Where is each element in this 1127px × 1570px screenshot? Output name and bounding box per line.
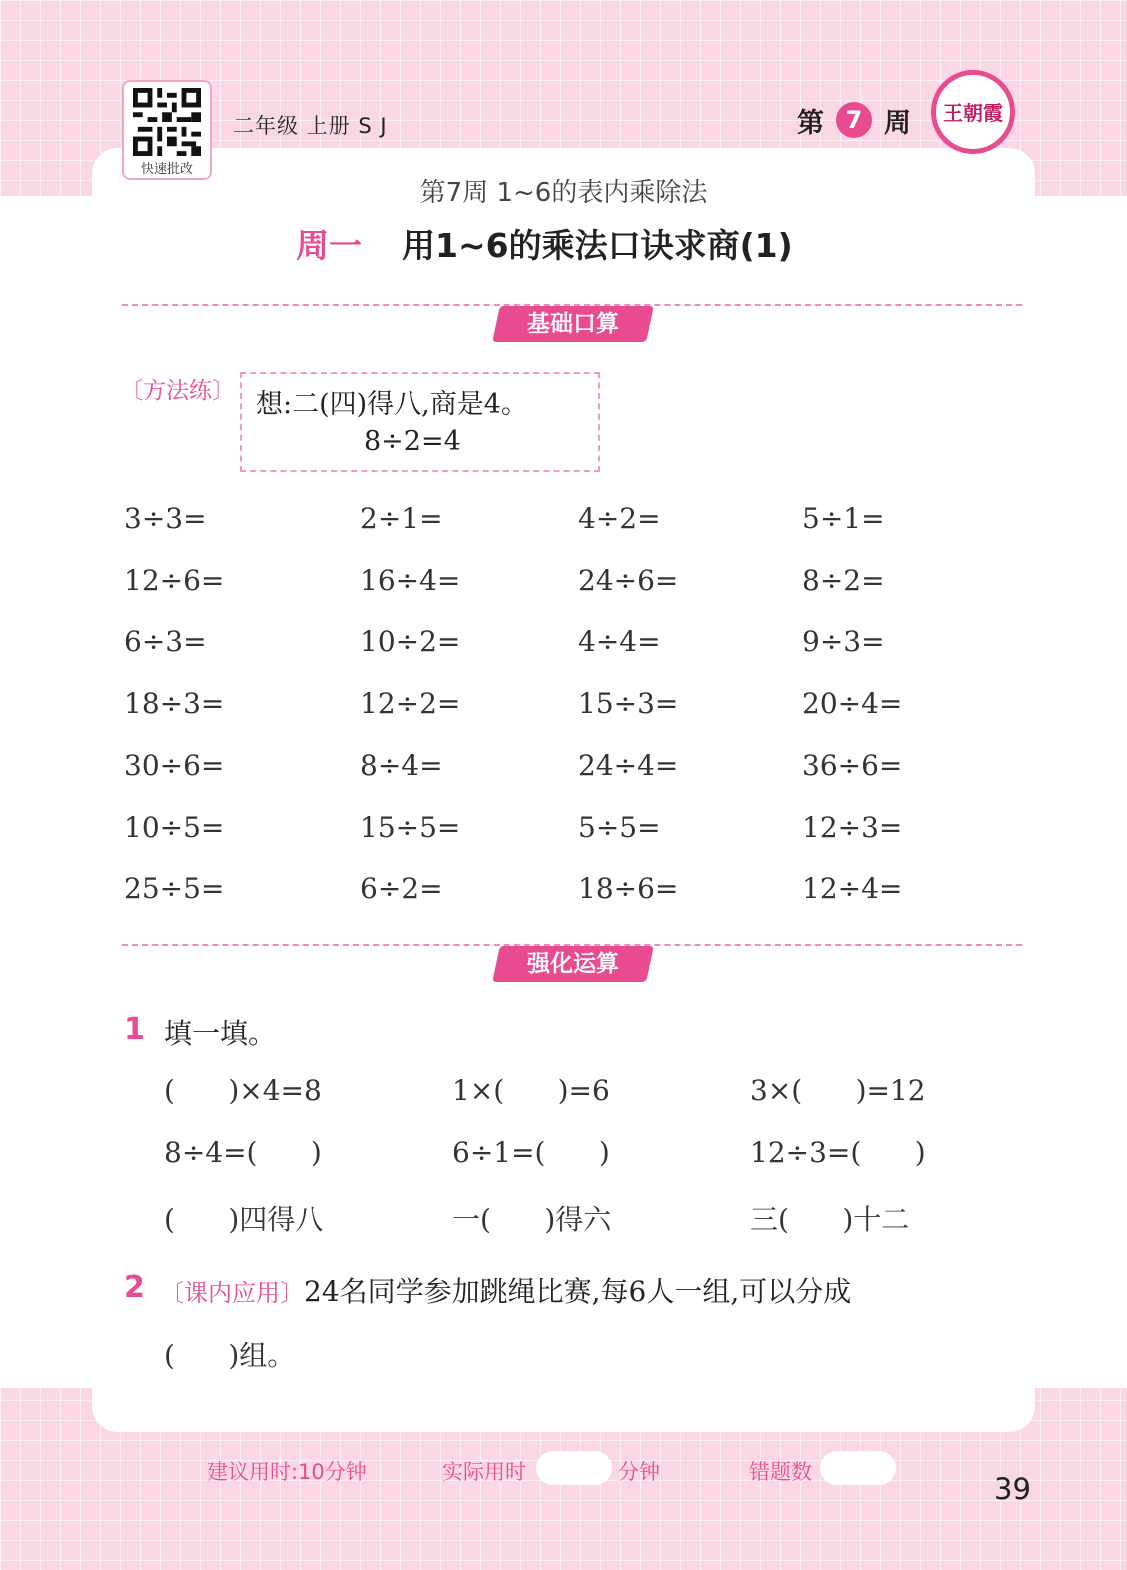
fill-blank-item[interactable]: ( )×4=8 (164, 1074, 322, 1107)
question-prompt: 填一填。 (164, 1017, 277, 1050)
calc-problem[interactable]: 12÷6= (124, 563, 225, 597)
calc-problem[interactable]: 24÷6= (578, 563, 679, 597)
week-badge (797, 98, 911, 142)
calc-problem[interactable]: 16÷4= (360, 563, 461, 597)
fill-blank-item[interactable]: 3×( )=12 (750, 1074, 926, 1107)
error-count-input[interactable] (820, 1451, 896, 1485)
question-body: 24名同学参加跳绳比赛,每6人一组,可以分成 (304, 1275, 852, 1308)
question-tag: 〔课内应用〕 (160, 1279, 304, 1307)
calc-problem[interactable]: 9÷3= (802, 625, 885, 659)
method-label: 〔方法练〕 (120, 378, 235, 404)
logo-text: 王朝霞 (943, 101, 1003, 125)
calc-problem[interactable]: 8÷4= (360, 748, 443, 782)
question-number: 1 (124, 1012, 145, 1047)
calc-problem[interactable]: 4÷2= (578, 502, 661, 535)
calc-problem[interactable]: 4÷4= (578, 625, 661, 659)
qr-caption: 快速批改 (140, 162, 193, 177)
week-suffix: 周 (884, 107, 911, 139)
week-prefix: 第 (797, 107, 824, 139)
answer-blank-line[interactable]: ( )组。 (164, 1339, 296, 1372)
fill-blank-item[interactable]: 12÷3=( ) (750, 1136, 926, 1169)
section-banner-advanced: 强化运算 (492, 946, 654, 982)
fill-blank-item[interactable]: 1×( )=6 (452, 1074, 610, 1107)
fill-blank-item[interactable]: 一( )得六 (452, 1203, 612, 1236)
calc-problem[interactable]: 15÷3= (578, 687, 679, 721)
calc-problem[interactable]: 3÷3= (124, 502, 207, 535)
method-example-box (240, 372, 600, 472)
subtitle: 第7周 1~6的表内乘除法 (419, 178, 708, 208)
question-number: 2 (124, 1270, 145, 1305)
brand-logo (931, 70, 1015, 154)
calc-problem[interactable]: 25÷5= (124, 872, 225, 906)
calc-problem[interactable]: 24÷4= (578, 748, 679, 782)
calc-problem[interactable]: 10÷2= (360, 625, 461, 659)
calc-problem[interactable]: 15÷5= (360, 810, 461, 844)
actual-time-input[interactable] (536, 1451, 612, 1485)
page-title (296, 220, 793, 267)
calc-problem[interactable]: 12÷2= (360, 687, 461, 721)
calc-problem[interactable]: 6÷2= (360, 872, 443, 906)
fill-blank-item[interactable]: 三( )十二 (750, 1203, 910, 1236)
grade-label: 二年级 上册 S J (233, 114, 388, 138)
calc-problem[interactable]: 20÷4= (802, 687, 903, 721)
title-day: 周一 (296, 226, 362, 265)
minutes-label: 分钟 (618, 1460, 660, 1484)
calc-problem[interactable]: 12÷4= (802, 872, 903, 906)
calc-problem[interactable]: 12÷3= (802, 810, 903, 844)
calc-problem[interactable]: 6÷3= (124, 625, 207, 659)
calc-problem[interactable]: 5÷5= (578, 810, 661, 844)
page-number: 39 (994, 1472, 1031, 1506)
calc-problem[interactable]: 36÷6= (802, 748, 903, 782)
question-text (160, 1270, 851, 1310)
calc-problem[interactable]: 30÷6= (124, 748, 225, 782)
calc-problem[interactable]: 10÷5= (124, 810, 225, 844)
error-count-label: 错题数 (749, 1460, 812, 1484)
calc-problem[interactable]: 5÷1= (802, 502, 885, 535)
qr-code-icon (132, 88, 202, 156)
method-line: 想:二(四)得八,商是4。 (256, 389, 528, 420)
calc-problem[interactable]: 8÷2= (802, 563, 885, 597)
fill-blank-item[interactable]: 8÷4=( ) (164, 1136, 322, 1169)
week-number: 7 (836, 102, 872, 138)
fill-blank-item[interactable]: ( )四得八 (164, 1203, 324, 1236)
calc-problem[interactable]: 18÷3= (124, 687, 225, 721)
title-topic: 用1~6的乘法口诀求商(1) (402, 226, 793, 265)
calc-problem[interactable]: 2÷1= (360, 502, 443, 535)
fill-blank-item[interactable]: 6÷1=( ) (452, 1136, 610, 1169)
method-equation: 8÷2=4 (364, 426, 461, 457)
calc-problem[interactable]: 18÷6= (578, 872, 679, 906)
actual-time-label: 实际用时 (442, 1460, 526, 1484)
qr-code[interactable] (122, 80, 212, 180)
suggested-time: 建议用时:10分钟 (207, 1460, 367, 1484)
section-banner-basic: 基础口算 (492, 306, 654, 342)
